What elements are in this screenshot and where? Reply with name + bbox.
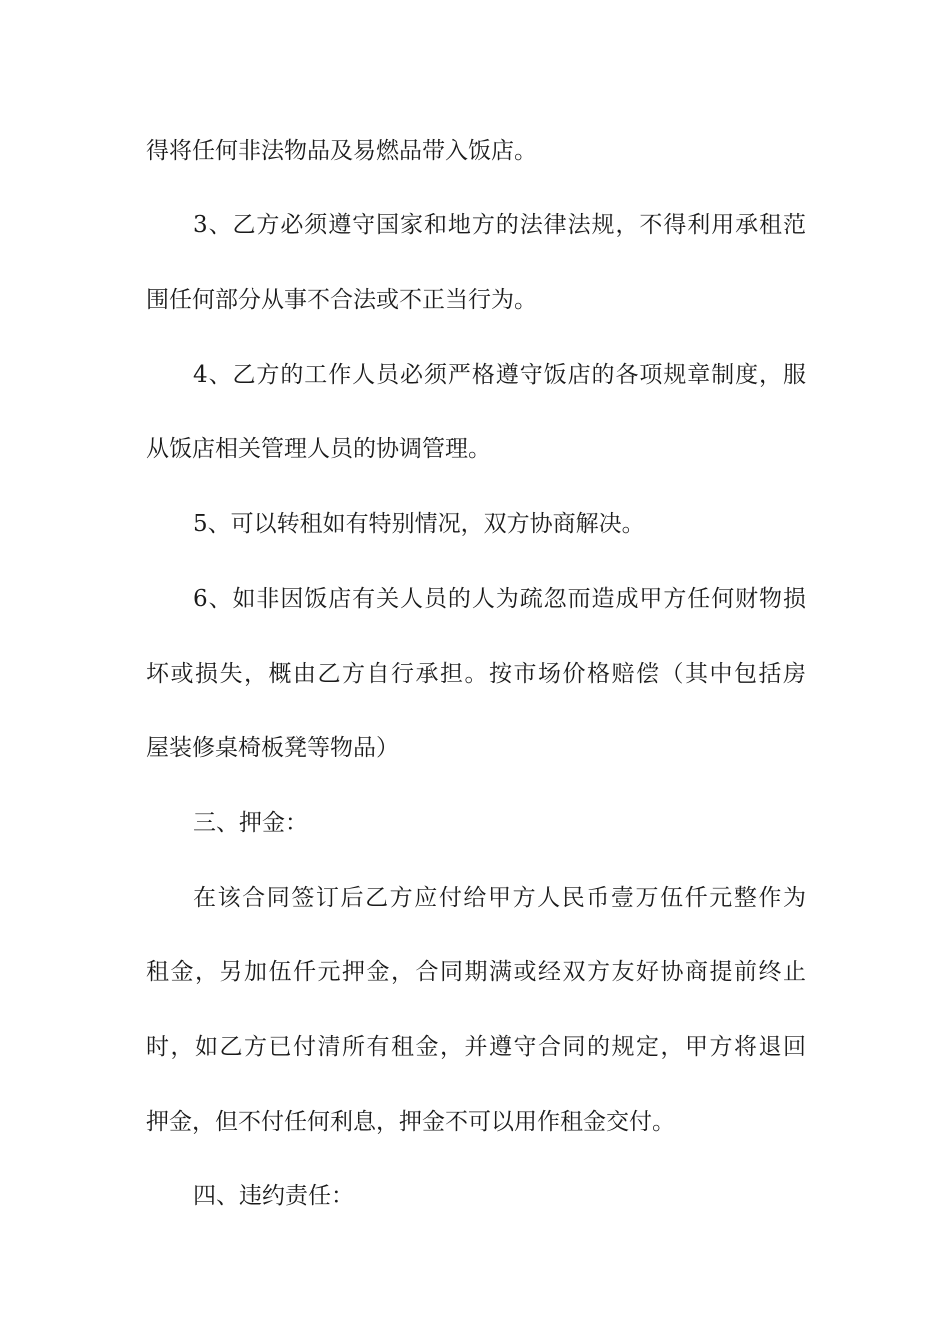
deposit-line-1: 在该合同签订后乙方应付给甲方人民币壹万伍仟元整作为 <box>193 885 806 911</box>
clause-6-line-3: 屋装修桌椅板凳等物品） <box>146 735 399 761</box>
clause-4-line-2: 从饭店相关管理人员的协调管理。 <box>146 436 491 462</box>
clause-5-line: 5、可以转租如有特别情况，双方协商解决。 <box>193 511 645 537</box>
section-heading-deposit: 三、押金： <box>193 810 308 836</box>
clause-3-line-1: 3、乙方必须遵守国家和地方的法律法规，不得利用承租范 <box>193 212 806 238</box>
clause-6-line-2: 坏或损失，概由乙方自行承担。按市场价格赔偿（其中包括房 <box>146 661 806 687</box>
text-line: 得将任何非法物品及易燃品带入饭店。 <box>146 138 537 164</box>
clause-4-line-1: 4、乙方的工作人员必须严格遵守饭店的各项规章制度，服 <box>193 362 806 388</box>
deposit-line-4: 押金，但不付任何利息，押金不可以用作租金交付。 <box>146 1109 675 1135</box>
section-heading-liability: 四、违约责任： <box>193 1183 354 1209</box>
deposit-line-2: 租金，另加伍仟元押金，合同期满或经双方友好协商提前终止 <box>146 959 806 985</box>
deposit-line-3: 时，如乙方已付清所有租金，并遵守合同的规定，甲方将退回 <box>146 1034 806 1060</box>
clause-3-line-2: 围任何部分从事不合法或不正当行为。 <box>146 287 537 313</box>
clause-6-line-1: 6、如非因饭店有关人员的人为疏忽而造成甲方任何财物损 <box>193 586 806 612</box>
